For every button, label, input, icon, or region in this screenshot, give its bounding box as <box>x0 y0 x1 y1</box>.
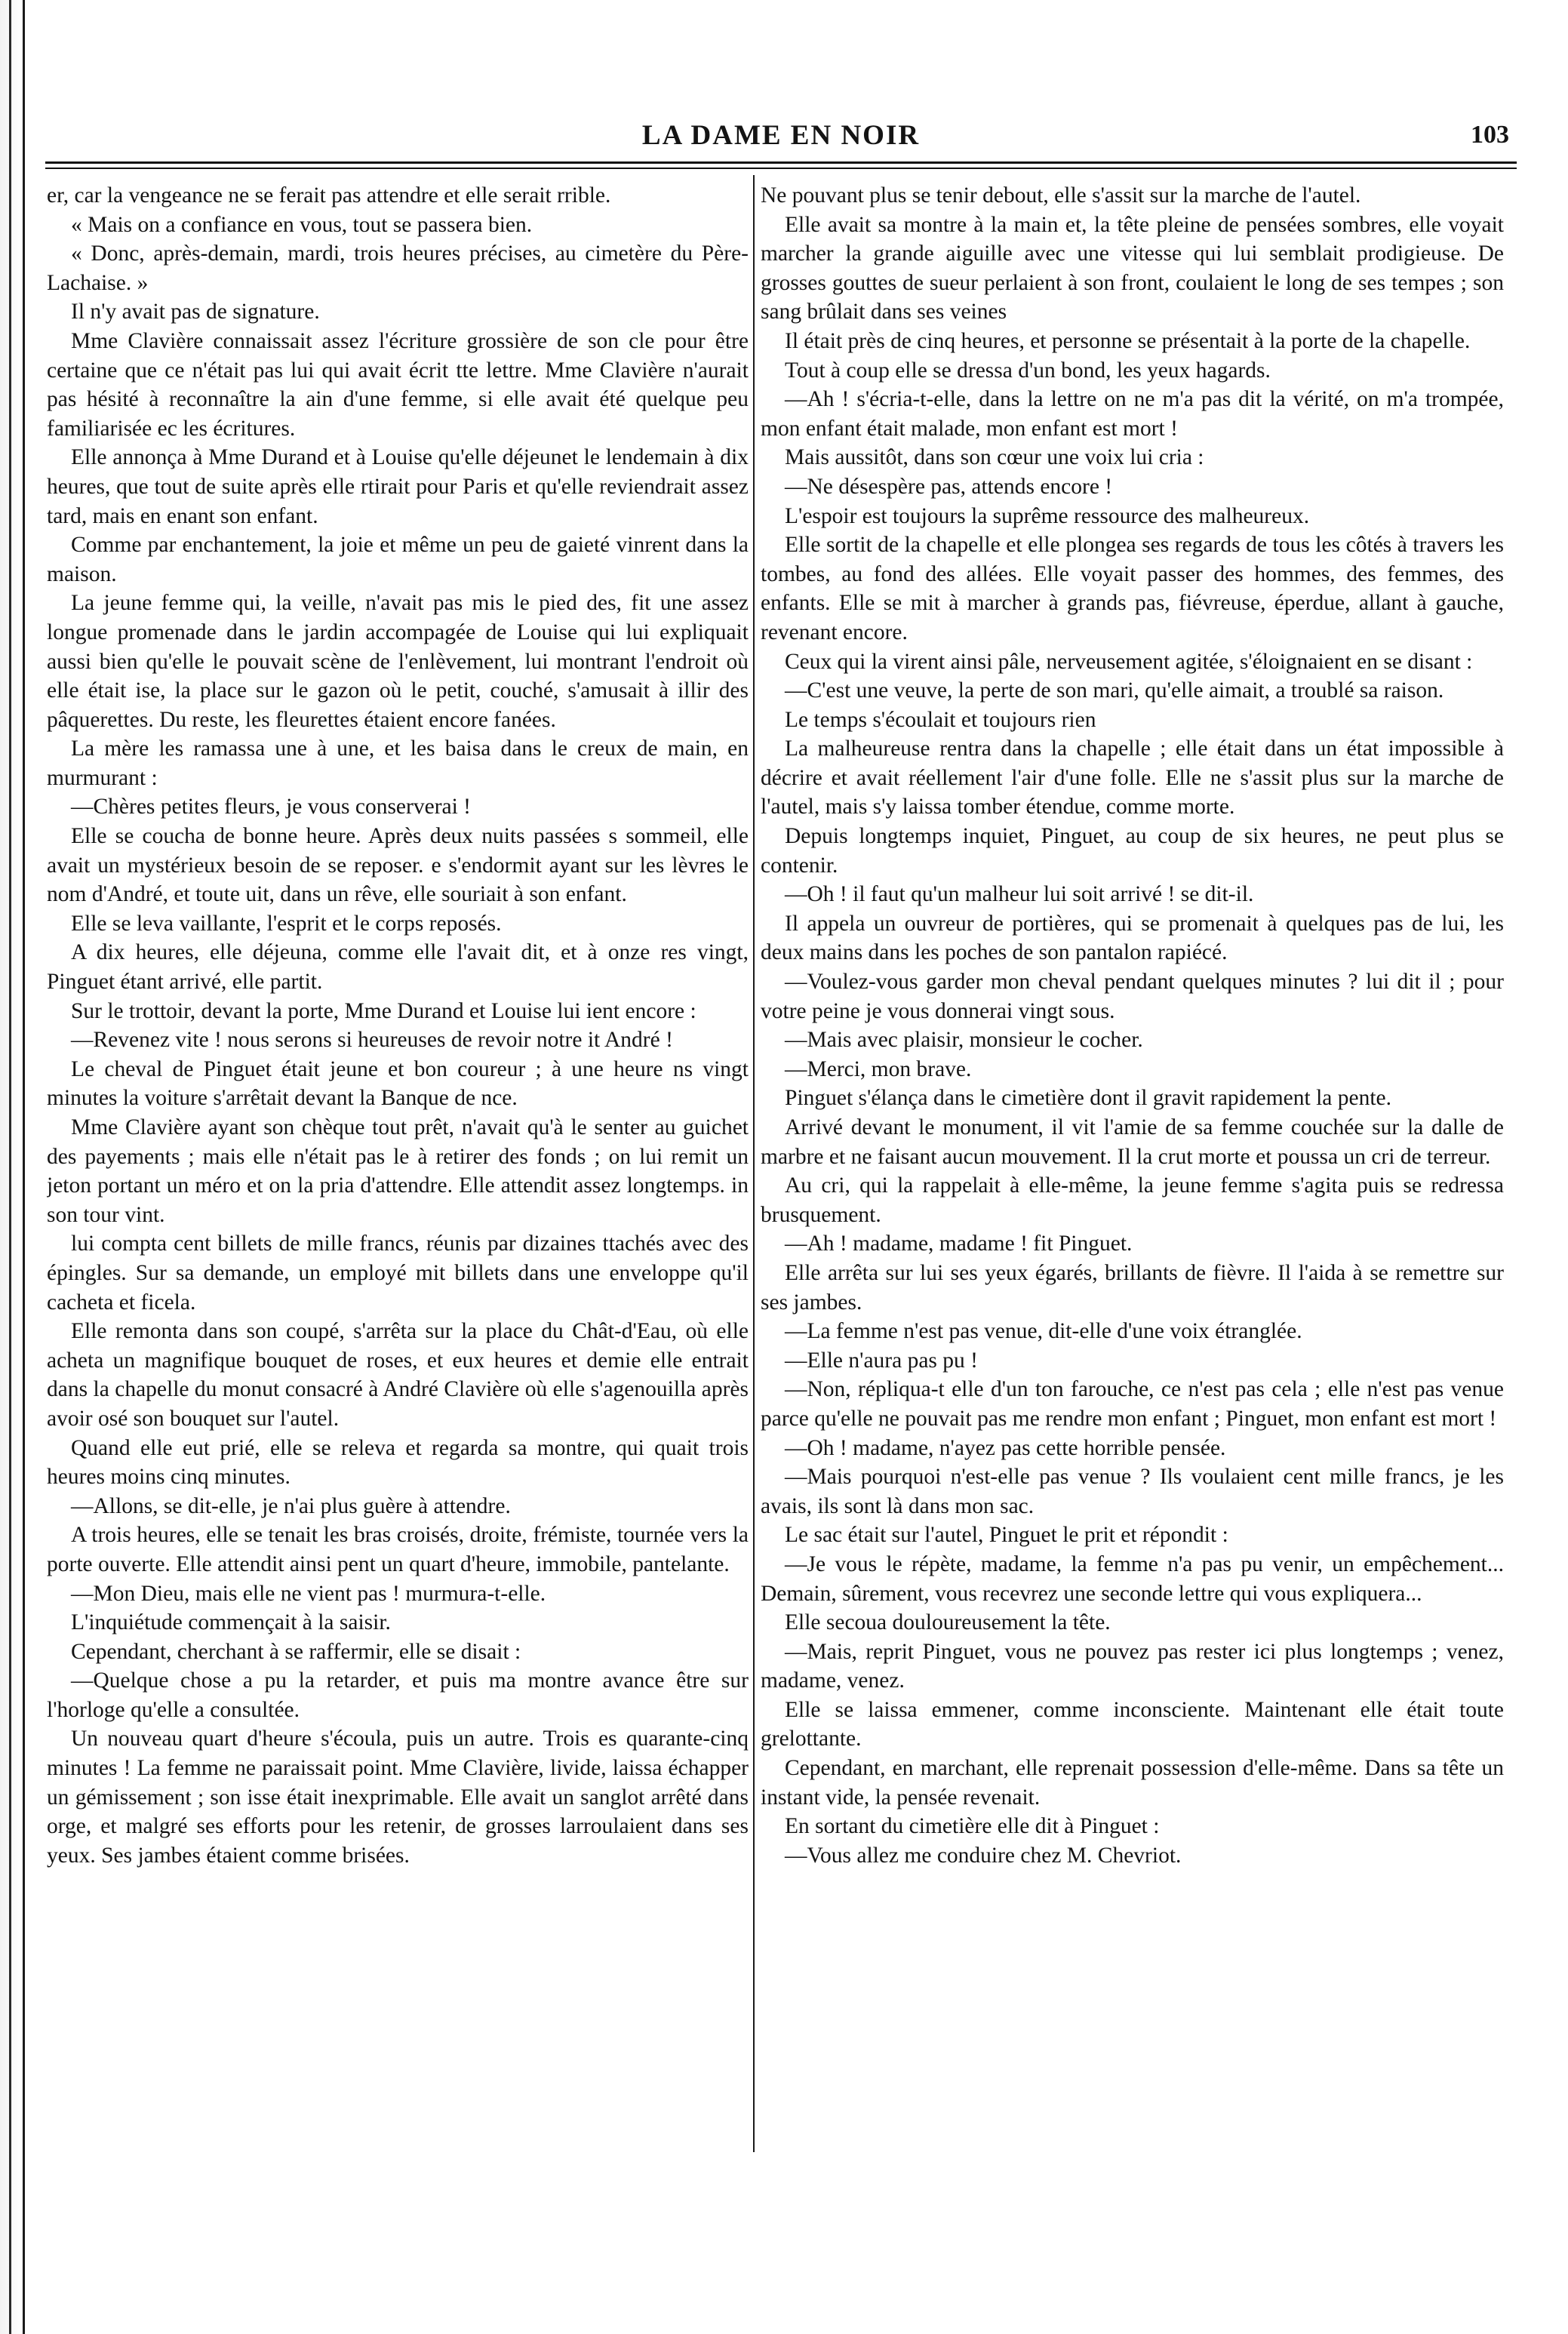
page-number: 103 <box>1471 121 1509 149</box>
paragraph: —Mais, reprit Pinguet, vous ne pouvez pas rester ici plus longtemps ; venez, madame, venez. <box>761 1639 1504 1693</box>
paragraph: L'espoir est toujours la suprême ressource des malheureux. <box>785 503 1310 528</box>
paragraph: —C'est une veuve, la perte de son mari, qu'elle aimait, a troublé sa raison. <box>785 678 1444 703</box>
paragraph: lui compta cent billets de mille francs, réunis par dizaines ttachés avec des épingles. Sur sa demande, un employé mit billets dans une enveloppe qu'il cacheta et ficela. <box>47 1232 749 1315</box>
paragraph: —Mais avec plaisir, monsieur le cocher. <box>785 1028 1143 1053</box>
paragraph: —Oh ! il faut qu'un malheur lui soit arrivé ! se dit-il. <box>785 882 1254 907</box>
paragraph: —Je vous le répète, madame, la femme n'a pas pu venir, un empêchement... Demain, sûrement, vous recevrez une seconde lettre qui vous expliquera... <box>761 1551 1504 1606</box>
paragraph: A dix heures, elle déjeuna, comme elle l'avait dit, et à onze res vingt, Pinguet étant arrivé, elle partit. <box>47 940 749 995</box>
paragraph: Pinguet s'élança dans le cimetière dont il gravit rapidement la pente. <box>785 1086 1391 1111</box>
paragraph: La mère les ramassa une à une, et les baisa dans le creux de main, en murmurant : <box>47 736 749 790</box>
paragraph: Il appela un ouvreur de portières, qui se promenait à quelques pas de lui, les deux mains dans les poches de son pantalon rapiécé. <box>761 911 1504 965</box>
paragraph: La jeune femme qui, la veille, n'avait pas mis le pied des, fit une assez longue promenade dans le jardin accompagée de Louise qui lui expliquait aussi bien qu'elle le pouvait scène de l'enlèvement, lui montrant l'endroit où elle était ise, la place sur le gazon où le petit, couché, s'amusait à illir des pâquerettes. Du reste, les fleurettes étaient encore fanées. <box>47 591 749 732</box>
paragraph: —La femme n'est pas venue, dit-elle d'une voix étranglée. <box>785 1319 1302 1344</box>
paragraph: Sur le trottoir, devant la porte, Mme Durand et Louise lui ient encore : <box>71 998 696 1023</box>
paragraph: En sortant du cimetière elle dit à Pinguet : <box>785 1814 1160 1839</box>
paragraph: Elle sortit de la chapelle et elle plongea ses regards de tous les côtés à travers les tombes, au fond des allées. Elle voyait passer des hommes, des femmes, des enfants. Elle se mit à marcher à grands pas, fiévreuse, éperdue, allant à gauche, revenant encore. <box>761 533 1504 644</box>
paragraph: —Mon Dieu, mais elle ne vient pas ! murmura-t-elle. <box>71 1581 546 1606</box>
paragraph: L'inquiétude commençait à la saisir. <box>71 1610 391 1635</box>
paragraph: Le temps s'écoulait et toujours rien <box>785 707 1096 732</box>
book-spine-edge <box>0 0 25 2334</box>
paragraph: —Vous allez me conduire chez M. Chevriot. <box>785 1843 1182 1868</box>
paragraph: —Non, répliqua-t elle d'un ton farouche, ce n'est pas cela ; elle n'est pas venue parce qu'elle ne pouvait pas me rendre mon enfant ; Pinguet, mon enfant est mort ! <box>761 1377 1504 1431</box>
paragraph: Comme par enchantement, la joie et même un peu de gaieté vinrent dans la maison. <box>47 533 749 586</box>
paragraph: —Quelque chose a pu la retarder, et puis ma montre avance être sur l'horloge qu'elle a consultée. <box>47 1668 749 1722</box>
right-text-column <box>761 181 1504 2317</box>
paragraph: Cependant, en marchant, elle reprenait possession d'elle-même. Dans sa tête un instant vide, la pensée revenait. <box>761 1756 1504 1810</box>
paragraph: Il était près de cinq heures, et personne se présentait à la porte de la chapelle. <box>785 328 1471 353</box>
paragraph: —Ah ! s'écria-t-elle, dans la lettre on ne m'a pas dit la vérité, on m'a trompée, mon enfant était malade, mon enfant est mort ! <box>761 387 1504 441</box>
column-divider <box>753 175 755 2152</box>
paragraph: Mme Clavière connaissait assez l'écriture grossière de son cle pour être certaine que ce n'était pas lui qui avait écrit tte lettre. Mme Clavière n'aurait pas hésité à reconnaître la ain d'une femme, si elle avait été quelque peu familiarisée ec les écritures. <box>47 328 749 441</box>
paragraph: —Elle n'aura pas pu ! <box>785 1348 978 1373</box>
paragraph: Elle avait sa montre à la main et, la tête pleine de pensées sombres, elle voyait marcher la grande aiguille avec une vitesse qui lui semblait prodigieuse. De grosses gouttes de sueur perlaient à son front, coulaient le long de ses tempes ; son sang brûlait dans ses veines <box>761 212 1504 324</box>
paragraph: Elle se coucha de bonne heure. Après deux nuits passées s sommeil, elle avait un mystérieux besoin de se reposer. e s'endormit ayant sur les lèvres le nom d'André, et toute uit, dans un rêve, elle souriait à son enfant. <box>47 824 749 907</box>
paragraph: —Mais pourquoi n'est-elle pas venue ? Ils voulaient cent mille francs, je les avais, ils sont là dans mon sac. <box>761 1465 1504 1518</box>
paragraph: —Allons, se dit-elle, je n'ai plus guère à attendre. <box>71 1493 511 1518</box>
running-title: LA DAME EN NOIR <box>641 120 921 151</box>
paragraph: « Mais on a confiance en vous, tout se passera bien. <box>71 212 533 237</box>
paragraph: Elle arrêta sur lui ses yeux égarés, brillants de fièvre. Il l'aida à se remettre sur ses jambes. <box>761 1260 1504 1315</box>
paragraph: Ne pouvant plus se tenir debout, elle s'assit sur la marche de l'autel. <box>761 183 1361 208</box>
paragraph: —Ah ! madame, madame ! fit Pinguet. <box>785 1232 1133 1256</box>
paragraph: Elle se leva vaillante, l'esprit et le corps reposés. <box>71 911 502 936</box>
paragraph: —Merci, mon brave. <box>785 1056 972 1081</box>
paragraph: Elle se laissa emmener, comme inconsciente. Maintenant elle était toute grelottante. <box>761 1697 1504 1751</box>
paragraph: Il n'y avait pas de signature. <box>71 300 320 324</box>
paragraph: Le sac était sur l'autel, Pinguet le prit et répondit : <box>785 1523 1228 1548</box>
paragraph: La malheureuse rentra dans la chapelle ; elle était dans un état impossible à décrire et avait réellement l'air d'une folle. Elle ne s'assit plus sur la marche de l'autel, mais s'y laissa tomber étendue, comme morte. <box>761 736 1504 820</box>
paragraph: Elle secoua douloureusement la tête. <box>785 1610 1111 1635</box>
paragraph: Mais aussitôt, dans son cœur une voix lui cria : <box>785 445 1204 470</box>
paragraph: A trois heures, elle se tenait les bras croisés, droite, frémiste, tournée vers la porte ouverte. Elle attendit ainsi pent un quart d'heure, immobile, pantelante. <box>47 1523 749 1576</box>
paragraph: —Revenez vite ! nous serons si heureuses de revoir notre it André ! <box>71 1028 673 1053</box>
paragraph: Tout à coup elle se dressa d'un bond, les yeux hagards. <box>785 358 1271 383</box>
paragraph: Au cri, qui la rappelait à elle-même, la jeune femme s'agita puis se redressa brusquement. <box>761 1173 1504 1227</box>
left-text-column <box>47 181 749 2317</box>
paragraph: Un nouveau quart d'heure s'écoula, puis un autre. Trois es quarante-cinq minutes ! La femme ne paraissait point. Mme Clavière, livide, laissa échapper un gémissement ; son isse était inexprimable. Elle avait un sanglot arrêté dans orge, et malgré ses efforts pour les retenir, de grosses larroulaient dans ses yeux. Ses jambes étaient comme brisées. <box>47 1727 749 1868</box>
paragraph: Elle annonça à Mme Durand et à Louise qu'elle déjeunet le lendemain à dix heures, que tout de suite après elle rtirait pour Paris et qu'elle reviendrait assez tard, mais en enant son enfant. <box>47 445 749 528</box>
paragraph: Quand elle eut prié, elle se releva et regarda sa montre, qui quait trois heures moins cinq minutes. <box>47 1435 749 1490</box>
paragraph: —Chères petites fleurs, je vous conserverai ! <box>71 795 472 820</box>
paragraph: Depuis longtemps inquiet, Pinguet, au coup de six heures, ne peut plus se contenir. <box>761 824 1504 878</box>
paragraph: Le cheval de Pinguet était jeune et bon coureur ; à une heure ns vingt minutes la voiture s'arrêtait devant la Banque de nce. <box>47 1056 749 1111</box>
page-header <box>45 113 1517 158</box>
paragraph: Ceux qui la virent ainsi pâle, nerveusement agitée, s'éloignaient en se disant : <box>785 649 1473 674</box>
paragraph: Arrivé devant le monument, il vit l'amie de sa femme couchée sur la dalle de marbre et ne faisant aucun mouvement. Il la crut morte et poussa un cri de terreur. <box>761 1115 1504 1169</box>
paragraph: —Oh ! madame, n'ayez pas cette horrible pensée. <box>785 1435 1226 1460</box>
paragraph: Cependant, cherchant à se raffermir, elle se disait : <box>71 1639 521 1664</box>
header-rule-thin <box>45 168 1517 169</box>
header-rule <box>45 161 1517 164</box>
paragraph: Mme Clavière ayant son chèque tout prêt, n'avait qu'à le senter au guichet des payements ; mais elle n'était pas le à retirer des fonds ; on lui remit un jeton portant un méro et on la pria d'attendre. Elle attendit assez longtemps. in son tour vint. <box>47 1115 749 1227</box>
paragraph: Elle remonta dans son coupé, s'arrêta sur la place du Chât-d'Eau, où elle acheta un magnifique bouquet de roses, et eux heures et demie elle entrait dans la chapelle du monut consacré à André Clavière où elle s'agenouilla après avoir osé son bouquet sur l'autel. <box>47 1319 749 1431</box>
paragraph: « Donc, après-demain, mardi, trois heures précises, au cimetère du Père-Lachaise. » <box>47 241 749 295</box>
paragraph: er, car la vengeance ne se ferait pas attendre et elle serait rrible. <box>47 183 611 208</box>
paragraph: —Ne désespère pas, attends encore ! <box>785 474 1113 499</box>
paragraph: —Voulez-vous garder mon cheval pendant quelques minutes ? lui dit il ; pour votre peine je vous donnerai vingt sous. <box>761 970 1504 1023</box>
